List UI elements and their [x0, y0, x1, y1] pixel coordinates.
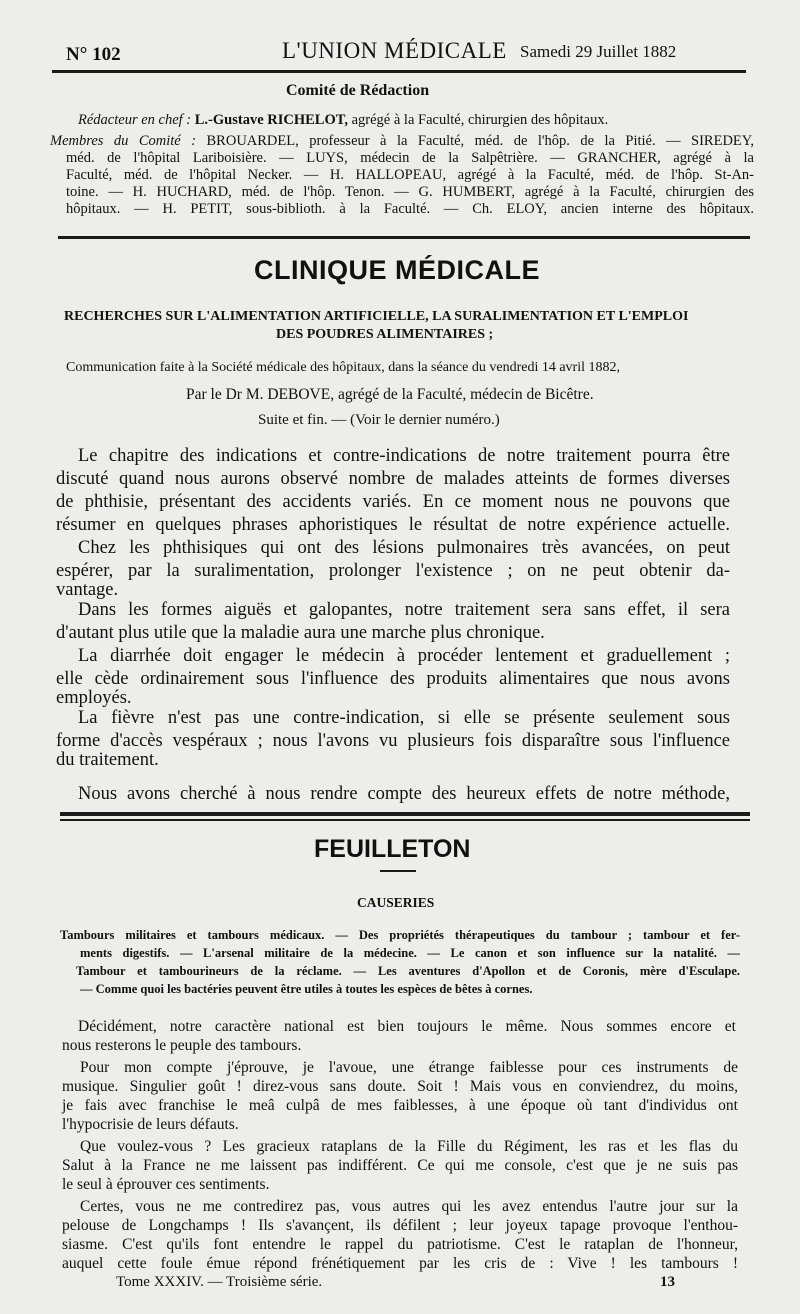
editor-name: L.-Gustave RICHELOT,	[194, 112, 348, 128]
feuilleton-rule-top	[60, 812, 750, 816]
body-line: d'autant plus utile que la maladie aura une marche plus chronique.	[56, 623, 545, 643]
committee-line: toine. — H. HUCHARD, méd. de l'hôp. Tenon. — G. HUMBERT, agrégé à la Faculté, chirurgien des	[66, 184, 754, 200]
body-line: musique. Singulier goût ! direz-vous sans doute. Soit ! Mais vous en conviendrez, du moins,	[62, 1078, 738, 1095]
committee-line: hôpitaux. — H. PETIT, sous-biblioth. à la Faculté. — Ch. ELOY, ancien interne des hôpitaux.	[66, 201, 754, 217]
summary-line: Tambours militaires et tambours médicaux. — Des propriétés thérapeutiques du tambour ; tambour et fer-	[60, 928, 740, 942]
summary-line: — Comme quoi les bactéries peuvent être utiles à toutes les espèces de bêtes à cornes.	[80, 982, 533, 996]
clinique-suite: Suite et fin. — (Voir le dernier numéro.)	[258, 412, 500, 428]
committee-line: méd. de l'hôpital Lariboisière. — LUYS, médecin de la Salpêtrière. — GRANCHER, agrégé à la	[66, 150, 754, 166]
page-number: 13	[660, 1274, 675, 1290]
body-line: de phthisie, présentant des accidents variés. En ce moment nous ne pouvons que	[56, 492, 730, 512]
body-line: Salut à la France ne me laissent pas indifférent. Ce qui me console, c'est que je ne suis pas	[62, 1157, 738, 1174]
summary-line: ments digestifs. — L'arsenal militaire de la médecine. — Le canon et son influence sur la natalité. —	[80, 946, 740, 960]
body-line: je fais avec franchise le meâ culpâ de mes faiblesses, à une époque où tant d'individus ont	[62, 1097, 738, 1114]
body-line: discuté quand nous aurons observé nombre de malades atteints de formes diverses	[56, 469, 730, 489]
feuilleton-title: FEUILLETON	[314, 835, 471, 863]
body-line: La diarrhée doit engager le médecin à procéder lentement et graduellement ;	[78, 646, 730, 666]
body-line: pelouse de Longchamps ! Ils s'avançent, ils défilent ; leur joyeux tapage provoque l'enthou-	[62, 1217, 738, 1234]
body-line: Certes, vous ne me contredirez pas, vous autres qui les avez entendus l'autre jour sur la	[80, 1198, 738, 1215]
body-line: Pour mon compte j'éprouve, je l'avoue, une étrange faiblesse pour ces instruments de	[80, 1059, 738, 1076]
clinique-author: Par le Dr M. DEBOVE, agrégé de la Faculté, médecin de Bicêtre.	[186, 386, 594, 403]
body-line: employés.	[56, 688, 132, 708]
body-line: forme d'accès vespéraux ; nous l'avons vu plusieurs fois disparaître sous l'influence	[56, 731, 730, 751]
issue-date: Samedi 29 Juillet 1882	[520, 42, 677, 61]
clinique-subtitle-2: DES POUDRES ALIMENTAIRES ;	[276, 327, 494, 342]
editor-line	[78, 112, 608, 129]
body-line: du traitement.	[56, 750, 159, 770]
body-line: Le chapitre des indications et contre-indications de notre traitement pourra être	[78, 446, 730, 466]
committee-line-text: BROUARDEL, professeur à la Faculté, méd. de l'hôp. de la Pitié. — SIREDEY,	[206, 133, 755, 149]
editor-desc: agrégé à la Faculté, chirurgien des hôpitaux.	[351, 112, 609, 128]
members-label: Membres du Comité :	[50, 133, 197, 149]
footer-volume: Tome XXXIV. — Troisième série.	[116, 1274, 323, 1290]
body-line: résumer en quelques phrases aphoristiques le résultat de notre expérience actuelle.	[56, 515, 730, 535]
clinique-title: CLINIQUE MÉDICALE	[254, 255, 541, 285]
clinique-communication: Communication faite à la Société médicale des hôpitaux, dans la séance du vendredi 14 avril 1882,	[66, 360, 620, 375]
body-line: le seul à éprouver ces sentiments.	[62, 1176, 270, 1193]
editor-label: Rédacteur en chef :	[78, 112, 192, 128]
body-line: siasme. C'est qu'ils font entendre le rappel du patriotisme. C'est le rataplan de l'honneur,	[62, 1236, 738, 1253]
body-line: Nous avons cherché à nous rendre compte des heureux effets de notre méthode,	[78, 784, 730, 804]
body-line: Dans les formes aiguës et galopantes, notre traitement sera sans effet, il sera	[78, 600, 730, 620]
body-line: Décidément, notre caractère national est bien toujours le même. Nous sommes encore et	[78, 1018, 736, 1035]
body-line: La fièvre n'est pas une contre-indication, si elle se présente seulement sous	[78, 708, 730, 728]
feuilleton-section: CAUSERIES	[357, 895, 435, 910]
body-line: elle cède ordinairement sous l'influence des produits alimentaires que nous avons	[56, 669, 730, 689]
body-line: Que voulez-vous ? Les gracieux rataplans de la Fille du Régiment, les ras et les flas du	[80, 1138, 738, 1155]
committee-line: Faculté, méd. de l'hôpital Necker. — H. HALLOPEAU, agrégé à la Faculté, méd. de l'hôp. St-An-	[66, 167, 754, 183]
body-line: Chez les phthisiques qui ont des lésions pulmonaires très avancées, on peut	[78, 538, 730, 558]
committee-heading: Comité de Rédaction	[286, 82, 430, 99]
header-rule	[52, 70, 746, 73]
body-line: espérer, par la suralimentation, prolonger l'existence ; on ne peut obtenir da-	[56, 561, 730, 581]
body-line: l'hypocrisie de leurs défauts.	[62, 1116, 239, 1133]
feuilleton-short-rule	[380, 870, 416, 872]
feuilleton-rule-bottom	[60, 819, 750, 821]
body-line: auquel cette foule émue répond frénétiquement par les cris de : Vive ! les tambours !	[62, 1255, 738, 1272]
committee-rule	[58, 236, 750, 239]
body-line: vantage.	[56, 580, 119, 600]
committee-line	[50, 133, 754, 150]
issue-number: N° 102	[66, 44, 121, 65]
body-line: nous resterons le peuple des tambours.	[62, 1037, 302, 1054]
clinique-subtitle-1: RECHERCHES SUR L'ALIMENTATION ARTIFICIELLE, LA SURALIMENTATION ET L'EMPLOI	[64, 309, 689, 324]
summary-line: Tambour et tambourineurs de la réclame. — Les aventures d'Apollon et de Coronis, mère d'Esculape.	[76, 964, 740, 978]
journal-title: L'UNION MÉDICALE	[282, 38, 507, 63]
